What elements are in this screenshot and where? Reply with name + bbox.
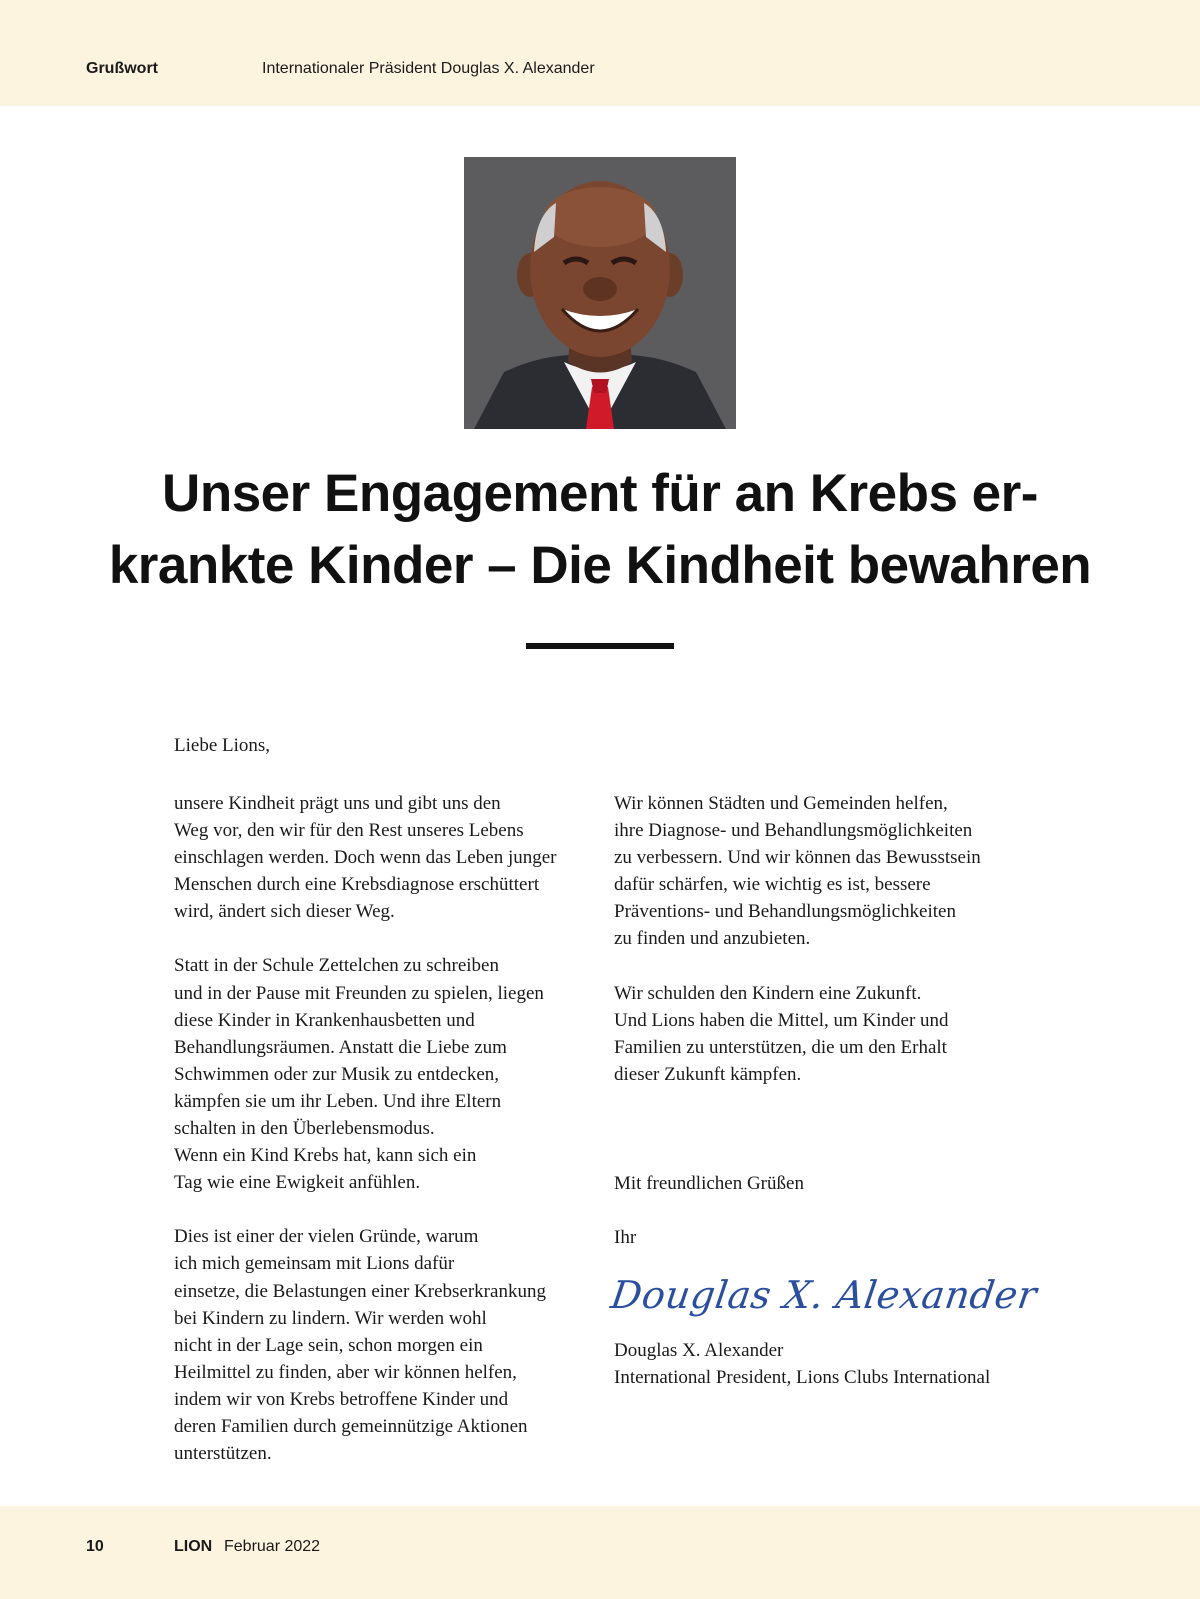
headline-line-1: Unser Engagement für an Krebs er- — [162, 464, 1038, 523]
signature-graphic — [608, 1262, 1040, 1326]
paragraph: Wir können Städten und Gemeinden helfen, ihre Diagnose- und Behandlungsmöglichkeiten zu verbessern. Und wir können das Bewusstsein dafür schärfen, wie wichtig es ist, bessere Präventions- und Behandlungsmöglichkeiten zu finden und anzubieten. — [614, 793, 981, 950]
signer-title: International President, Lions Clubs International — [614, 1367, 991, 1389]
headline — [40, 458, 1160, 602]
letter-column-right — [614, 790, 1074, 1115]
issue-date: Februar 2022 — [224, 1538, 321, 1555]
signer-block — [614, 1337, 990, 1391]
section-label: Grußwort — [86, 60, 158, 77]
closing-ihr: Ihr — [614, 1227, 637, 1248]
paragraph: Dies ist einer der vielen Gründe, warum ich mich gemeinsam mit Lions dafür einsetze, die Belastungen einer Krebserkrankung bei Kindern zu lindern. Wir werden wohl nicht in der Lage sein, schon morgen ein Heilmittel zu finden, aber wir können helfen, indem wir von Krebs betroffene Kinder und deren Familien durch gemeinnützige Aktionen unterstützen. — [174, 1226, 546, 1465]
portrait-illustration — [464, 157, 736, 429]
headline-line-2: krankte Kinder – Die Kindheit bewahren — [108, 536, 1092, 595]
portrait-photo — [464, 157, 736, 429]
headline-divider — [526, 643, 674, 649]
handwritten-signature — [608, 1262, 1040, 1331]
paragraph: Wir schulden den Kindern eine Zukunft. Und Lions haben die Mittel, um Kinder und Familien zu unterstützen, die um den Erhalt dieser Zukunft kämpfen. — [614, 982, 949, 1085]
signature-text: Douglas X. Alexander — [608, 1274, 1040, 1318]
signer-name: Douglas X. Alexander — [614, 1340, 784, 1361]
header-subtitle: Internationaler Präsident Douglas X. Alexander — [262, 60, 595, 77]
footer-band — [0, 1506, 1200, 1599]
magazine-name: LION — [174, 1538, 213, 1555]
paragraph: unsere Kindheit prägt uns und gibt uns den Weg vor, den wir für den Rest unseres Lebens einschlagen werden. Doch wenn das Leben junger Menschen durch eine Krebsdiagnose erschüttert wird, ändert sich dieser Weg. — [174, 793, 557, 923]
letter-column-left — [174, 790, 594, 1494]
header-band — [0, 0, 1200, 106]
paragraph: Statt in der Schule Zettelchen zu schreiben und in der Pause mit Freunden zu spielen, liegen diese Kinder in Krankenhausbetten und Behandlungsräumen. Anstatt die Liebe zum Schwimmen oder zur Musik zu entdecken, kämpfen sie um ihr Leben. Und ihre Eltern schalten in den Überlebensmodus. Wenn ein Kind Krebs hat, kann sich ein Tag wie eine Ewigkeit anfühlen. — [174, 955, 544, 1194]
closing: Mit freundlichen Grüßen — [614, 1173, 804, 1194]
salutation: Liebe Lions, — [174, 735, 271, 756]
page-number: 10 — [86, 1538, 104, 1555]
